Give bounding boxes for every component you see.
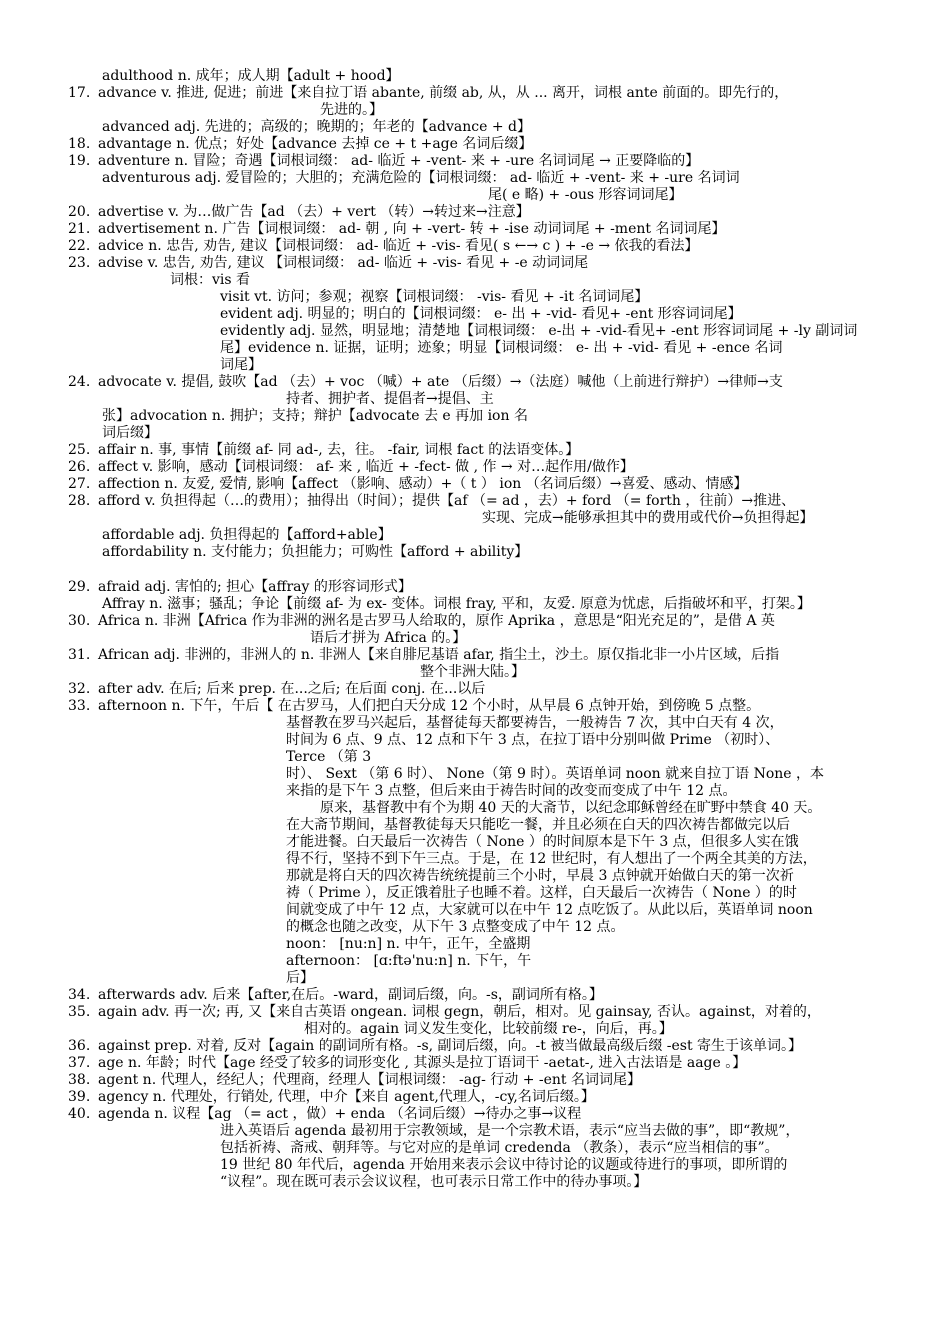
line-text: afford v. 负担得起（…的费用）；抽得出（时间）；提供【af （= ad ，去）+ ford （= forth ，往前）→推进、 [98,493,796,509]
entry-number: 35. [68,1004,91,1020]
text-line [0,1021,950,1038]
text-line [0,1174,950,1191]
line-text: affection n. 友爱, 爱情, 影响【affect （影响、感动）+（ t ） ion （名词后缀）→喜爱、感动、情感】 [98,476,748,492]
text-line [0,272,950,289]
line-text: 时）、 Sext （第 6 时）、 None（第 9 时）。英语单词 noon 就来自拉丁语 None ，本 [286,766,825,782]
text-line [0,851,950,868]
text-line [0,306,950,323]
entry-number: 25. [68,442,91,458]
line-text: adventurous adj. 爱冒险的；大胆的；充满危险的【词根词缀： ad- 临近 + -vent- 来 + -ure 名词词 [102,170,740,186]
line-text: 持者、拥护者、提倡者→提倡、主 [286,391,494,407]
line-text: African adj. 非洲的，非洲人的 n. 非洲人【来自腓尼基语 afar, 指尘土，沙土。原仅指北非一小片区域，后指 [98,647,780,663]
text-line [0,613,950,630]
line-text: 尾】evidence n. 证据，证明；迹象；明显【词根词缀： e- 出 + -vid- 看见 + -ence 名词 [220,340,783,356]
text-line [0,579,950,596]
line-text: affect v. 影响，感动【词根词缀： af- 来 , 临近 + -fect- 做 , 作 → 对…起作用/做作】 [98,459,634,475]
entry-number: 39. [68,1089,91,1105]
text-line [0,596,950,613]
line-text: advance v. 推进, 促进；前进【来自拉丁语 abante, 前缀 ab, 从，从 ... 离开，词根 ante 前面的。即先行的， [98,85,789,101]
line-text: advantage n. 优点；好处【advance 去掉 ce + t +age 名词后缀】 [98,136,533,152]
text-line [0,681,950,698]
text-line [0,834,950,851]
line-text: adulthood n. 成年；成人期【adult + hood】 [102,68,400,84]
text-line [0,85,950,102]
text-line [0,1055,950,1072]
text-line [0,544,950,561]
line-text: 包括祈祷、斋戒、朝拜等。与它对应的是单词 credenda （教条），表示“应当相信的事”。 [220,1140,779,1156]
text-line [0,1038,950,1055]
line-text: 词尾】 [220,357,262,373]
text-line [0,749,950,766]
entry-number: 29. [68,579,91,595]
entry-number: 36. [68,1038,91,1054]
text-line [0,289,950,306]
text-line [0,442,950,459]
line-text: advice n. 忠告, 劝告, 建议【词根词缀： ad- 临近 + -vis- 看见( s ←→ c ) + -e → 依我的看法】 [98,238,699,254]
entry-number: 40. [68,1106,91,1122]
line-text: afternoon n. 下午，午后【 在古罗马，人们把白天分成 12 个小时，从早晨 6 点钟开始，到傍晚 5 点整。 [98,698,761,714]
text-line [0,970,950,987]
entry-number: 33. [68,698,91,714]
text-line [0,204,950,221]
line-text: advertise v. 为…做广告【ad （去）+ vert （转）→转过来→注意】 [98,204,530,220]
text-line [0,527,950,544]
text-line [0,357,950,374]
text-line [0,136,950,153]
line-text: affair n. 事, 事情【前缀 af- 同 ad-, 去，往。 -fair, 词根 fact 的法语变体。】 [98,442,580,458]
text-line [0,953,950,970]
text-line [0,68,950,85]
text-line [0,238,950,255]
line-text: agent n. 代理人，经纪人；代理商，经理人【词根词缀： -ag- 行动 + -ent 名词词尾】 [98,1072,642,1088]
entry-number: 31. [68,647,91,663]
text-line [0,783,950,800]
text-line [0,647,950,664]
line-text: affordability n. 支付能力；负担能力；可购性【afford + ability】 [102,544,529,560]
line-text: 时间为 6 点、9 点、12 点和下午 3 点，在拉丁语中分别叫做 Prime （初时）、 [286,732,780,748]
line-text: 尾( e 略) + -ous 形容词词尾】 [488,187,683,203]
text-line [0,698,950,715]
line-text: 才能进餐。白天最后一次祷告（ None ）的时间原本是下午 3 点，但很多人实在饿 [286,834,799,850]
line-text: 先进的。】 [320,102,383,118]
line-text: 得不行，坚持不到下午三点。于是，在 12 世纪时，有人想出了一个两全其美的方法， [286,851,817,867]
entry-number: 37. [68,1055,91,1071]
entry-number: 28. [68,493,91,509]
line-text: 在大斋节期间，基督教徒每天只能吃一餐，并且必须在白天的四次祷告都做完以后 [286,817,790,833]
text-line [0,323,950,340]
text-line [0,476,950,493]
line-text: 后】 [286,970,314,986]
line-text: Africa n. 非洲【Africa 作为非洲的洲名是古罗马人给取的，原作 Aprika ，意思是“阳光充足的”，是借 A 英 [98,613,775,629]
line-text: Terce （第 3 [286,749,372,765]
line-text: agency n. 代理处，行销处, 代理，中介【来自 agent,代理人，-cy,名词后缀。】 [98,1089,595,1105]
line-text: 语后才拼为 Africa 的。】 [310,630,467,646]
text-line [0,221,950,238]
line-text: age n. 年龄；时代【age 经受了较多的词形变化 , 其源头是拉丁语词干 -aetat-, 进入古法语是 aage 。】 [98,1055,747,1071]
text-line [0,119,950,136]
line-text: 基督教在罗马兴起后，基督徒每天都要祷告，一般祷告 7 次，其中白天有 4 次， [286,715,784,731]
line-text: 相对的。again 词义发生变化，比较前缀 re-，向后，再。】 [304,1021,673,1037]
text-line [0,391,950,408]
line-text: after adv. 在后; 后来 prep. 在...之后; 在后面 conj. 在...以后 [98,681,486,697]
text-line [0,374,950,391]
text-line [0,800,950,817]
line-text: afraid adj. 害怕的; 担心【affray 的形容词形式】 [98,579,412,595]
text-line [0,1072,950,1089]
line-text: advanced adj. 先进的；高级的；晚期的；年老的【advance + d】 [102,119,531,135]
line-text: visit vt. 访问；参观；视察【词根词缀： -vis- 看见 + -it 名词词尾】 [220,289,649,305]
entry-number: 30. [68,613,91,629]
line-text: adventure n. 冒险；奇遇【词根词缀： ad- 临近 + -vent- 来 + -ure 名词词尾 → 正要降临的】 [98,153,700,169]
line-text: advise v. 忠告, 劝告, 建议 【词根词缀： ad- 临近 + -vis- 看见 + -e 动词词尾 [98,255,589,271]
text-line [0,1004,950,1021]
entry-number: 19. [68,153,91,169]
line-text: afterwards adv. 后来【after,在后。-ward，副词后缀，向。-s，副词所有格。】 [98,987,603,1003]
line-text: 那就是将白天的四次祷告统统提前三个小时，早晨 3 点钟就开始做白天的第一次祈 [286,868,794,884]
entry-number: 27. [68,476,91,492]
line-text: 19 世纪 80 年代后，agenda 开始用来表示会议中待讨论的议题或待进行的事项，即所谓的 [220,1157,788,1173]
line-text: 实现、完成→能够承担其中的费用或代价→负担得起】 [482,510,814,526]
entry-number: 17. [68,85,91,101]
line-text: 整个非洲大陆。】 [420,664,525,680]
text-line [0,459,950,476]
line-text: advertisement n. 广告【词根词缀： ad- 朝 , 向 + -vert- 转 + -ise 动词词尾 + -ment 名词词尾】 [98,221,726,237]
line-text: 词根：vis 看 [170,272,251,288]
text-line [0,919,950,936]
line-text: afternoon： [ɑ:ftə'nu:n] n. 下午，午 [286,953,532,969]
text-line [0,425,950,442]
line-text: “议程”。现在既可表示会议议程，也可表示日常工作中的待办事项。】 [220,1174,648,1190]
entry-number: 38. [68,1072,91,1088]
line-text: 原来，基督教中有个为期 40 天的大斋节，以纪念耶稣曾经在旷野中禁食 40 天。 [320,800,822,816]
line-text: 的概念也随之改变，从下午 3 点整变成了中午 12 点。 [286,919,625,935]
text-line [0,1089,950,1106]
text-line [0,817,950,834]
entry-number: 26. [68,459,91,475]
text-line [0,340,950,357]
line-text: against prep. 对着, 反对【again 的副词所有格。-s, 副词后缀，向。-t 被当做最高级后缀 -est 寄生于该单词。】 [98,1038,803,1054]
entry-number: 32. [68,681,91,697]
text-line [0,766,950,783]
line-text: noon： [nu:n] n. 中午，正午，全盛期 [286,936,531,952]
text-line [0,664,950,681]
text-line [0,153,950,170]
entry-number: 20. [68,204,91,220]
text-line [0,510,950,527]
text-line [0,1123,950,1140]
text-line [0,732,950,749]
line-text: evidently adj. 显然，明显地；清楚地【词根词缀： e-出 + -vid-看见+ -ent 形容词词尾 + -ly 副词词 [220,323,858,339]
line-text: evident adj. 明显的；明白的【词根词缀： e- 出 + -vid- 看见+ -ent 形容词词尾】 [220,306,742,322]
text-line [0,987,950,1004]
entry-number: 21. [68,221,91,237]
line-text: advocate v. 提倡, 鼓吹【ad （去）+ voc （喊）+ ate （后缀）→（法庭）喊他（上前进行辩护）→律师→支 [98,374,783,390]
text-line [0,187,950,204]
entry-number: 23. [68,255,91,271]
text-line [0,102,950,119]
text-line [0,493,950,510]
text-line [0,936,950,953]
text-line [0,255,950,272]
line-text: again adv. 再一次; 再, 又【来自古英语 ongean. 词根 gegn，朝后，相对。见 gainsay, 否认。against，对着的， [98,1004,821,1020]
line-text: agenda n. 议程【ag （= act ，做）+ enda （名词后缀）→待办之事→议程 [98,1106,582,1122]
text-line [0,630,950,647]
line-text: 来指的是下午 3 点整，但后来由于祷告时间的改变而变成了中午 12 点。 [286,783,737,799]
text-line [0,1140,950,1157]
entry-number: 22. [68,238,91,254]
text-line [0,170,950,187]
text-line [0,902,950,919]
line-text: 进入英语后 agenda 最初用于宗教领域，是一个宗教术语，表示“应当去做的事”，即“教规”， [220,1123,800,1139]
text-line [0,1157,950,1174]
text-line [0,408,950,425]
entry-number: 24. [68,374,91,390]
entry-number: 18. [68,136,91,152]
line-text: 张】advocation n. 拥护；支持；辩护【advocate 去 e 再加 ion 名 [102,408,528,424]
line-text: 词后缀】 [102,425,158,441]
text-line [0,885,950,902]
line-text: Affray n. 滋事；骚乱；争论【前缀 af- 为 ex- 变体。词根 fray, 平和，友爱. 原意为忧虑，后指破坏和平，打架。】 [102,596,811,612]
text-line [0,1106,950,1123]
line-text: 间就变成了中午 12 点，大家就可以在中午 12 点吃饭了。从此以后，英语单词 noon [286,902,813,918]
text-line [0,868,950,885]
line-text: affordable adj. 负担得起的【afford+able】 [102,527,392,543]
entry-number: 34. [68,987,91,1003]
text-line [0,715,950,732]
document-page [0,68,950,1191]
line-text: 祷（ Prime ），反正饿着肚子也睡不着。这样，白天最后一次祷告（ None ）的时 [286,885,797,901]
